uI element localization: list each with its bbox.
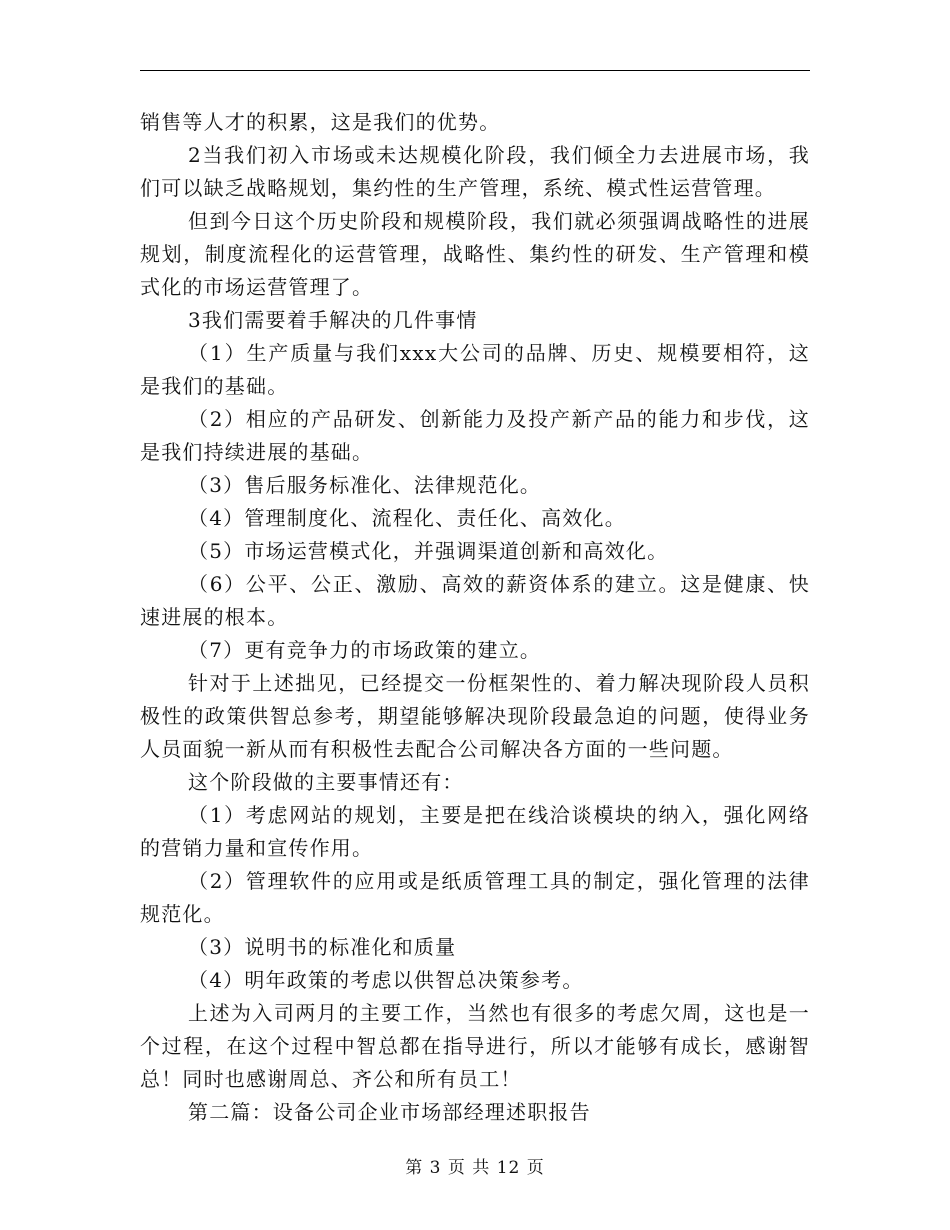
paragraph: 但到今日这个历史阶段和规模阶段，我们就必须强调战略性的进展规划，制度流程化的运营管理，战略性、集约性的研发、生产管理和模式化的市场运营管理了。 [140, 209, 810, 299]
list-item: （4）明年政策的考虑以供智总决策参考。 [188, 968, 584, 992]
paragraph: 2当我们初入市场或未达规模化阶段，我们倾全力去进展市场，我们可以缺乏战略规划，集约性的生产管理，系统、模式性运营管理。 [140, 143, 810, 200]
header-rule [140, 70, 810, 71]
list-item: （1）生产质量与我们xxx大公司的品牌、历史、规模要相符，这是我们的基础。 [140, 341, 810, 398]
paragraph: 销售等人才的积累，这是我们的优势。 [140, 110, 501, 134]
list-item: （2）管理软件的应用或是纸质管理工具的制定，强化管理的法律规范化。 [140, 869, 810, 926]
paragraph: 上述为入司两月的主要工作，当然也有很多的考虑欠周，这也是一个过程，在这个过程中智总都在指导进行，所以才能够有成长，感谢智总！同时也感谢周总、齐公和所有员工！ [140, 1001, 810, 1091]
paragraph: 针对于上述拙见，已经提交一份框架性的、着力解决现阶段人员积极性的政策供智总参考，期望能够解决现阶段最急迫的问题，使得业务人员面貌一新从而有积极性去配合公司解决各方面的一些问题。 [140, 671, 810, 761]
section-heading: 第二篇：设备公司企业市场部经理述职报告 [188, 1100, 591, 1124]
list-item: （3）售后服务标准化、法律规范化。 [188, 473, 542, 497]
section-heading: 3我们需要着手解决的几件事情 [188, 308, 478, 332]
list-item: （1）考虑网站的规划，主要是把在线洽谈模块的纳入，强化网络的营销力量和宣传作用。 [140, 803, 810, 860]
list-item: （5）市场运营模式化，并强调渠道创新和高效化。 [188, 539, 669, 563]
paragraph: 这个阶段做的主要事情还有： [188, 770, 464, 794]
page-number-footer: 第 3 页 共 12 页 [405, 1158, 545, 1178]
list-item: （4）管理制度化、流程化、责任化、高效化。 [188, 506, 626, 530]
list-item: （3）说明书的标准化和质量 [188, 935, 457, 959]
list-item: （7）更有竞争力的市场政策的建立。 [188, 638, 542, 662]
list-item: （2）相应的产品研发、创新能力及投产新产品的能力和步伐，这是我们持续进展的基础。 [140, 407, 810, 464]
list-item: （6）公平、公正、激励、高效的薪资体系的建立。这是健康、快速进展的根本。 [140, 572, 810, 629]
document-body [140, 106, 810, 1129]
